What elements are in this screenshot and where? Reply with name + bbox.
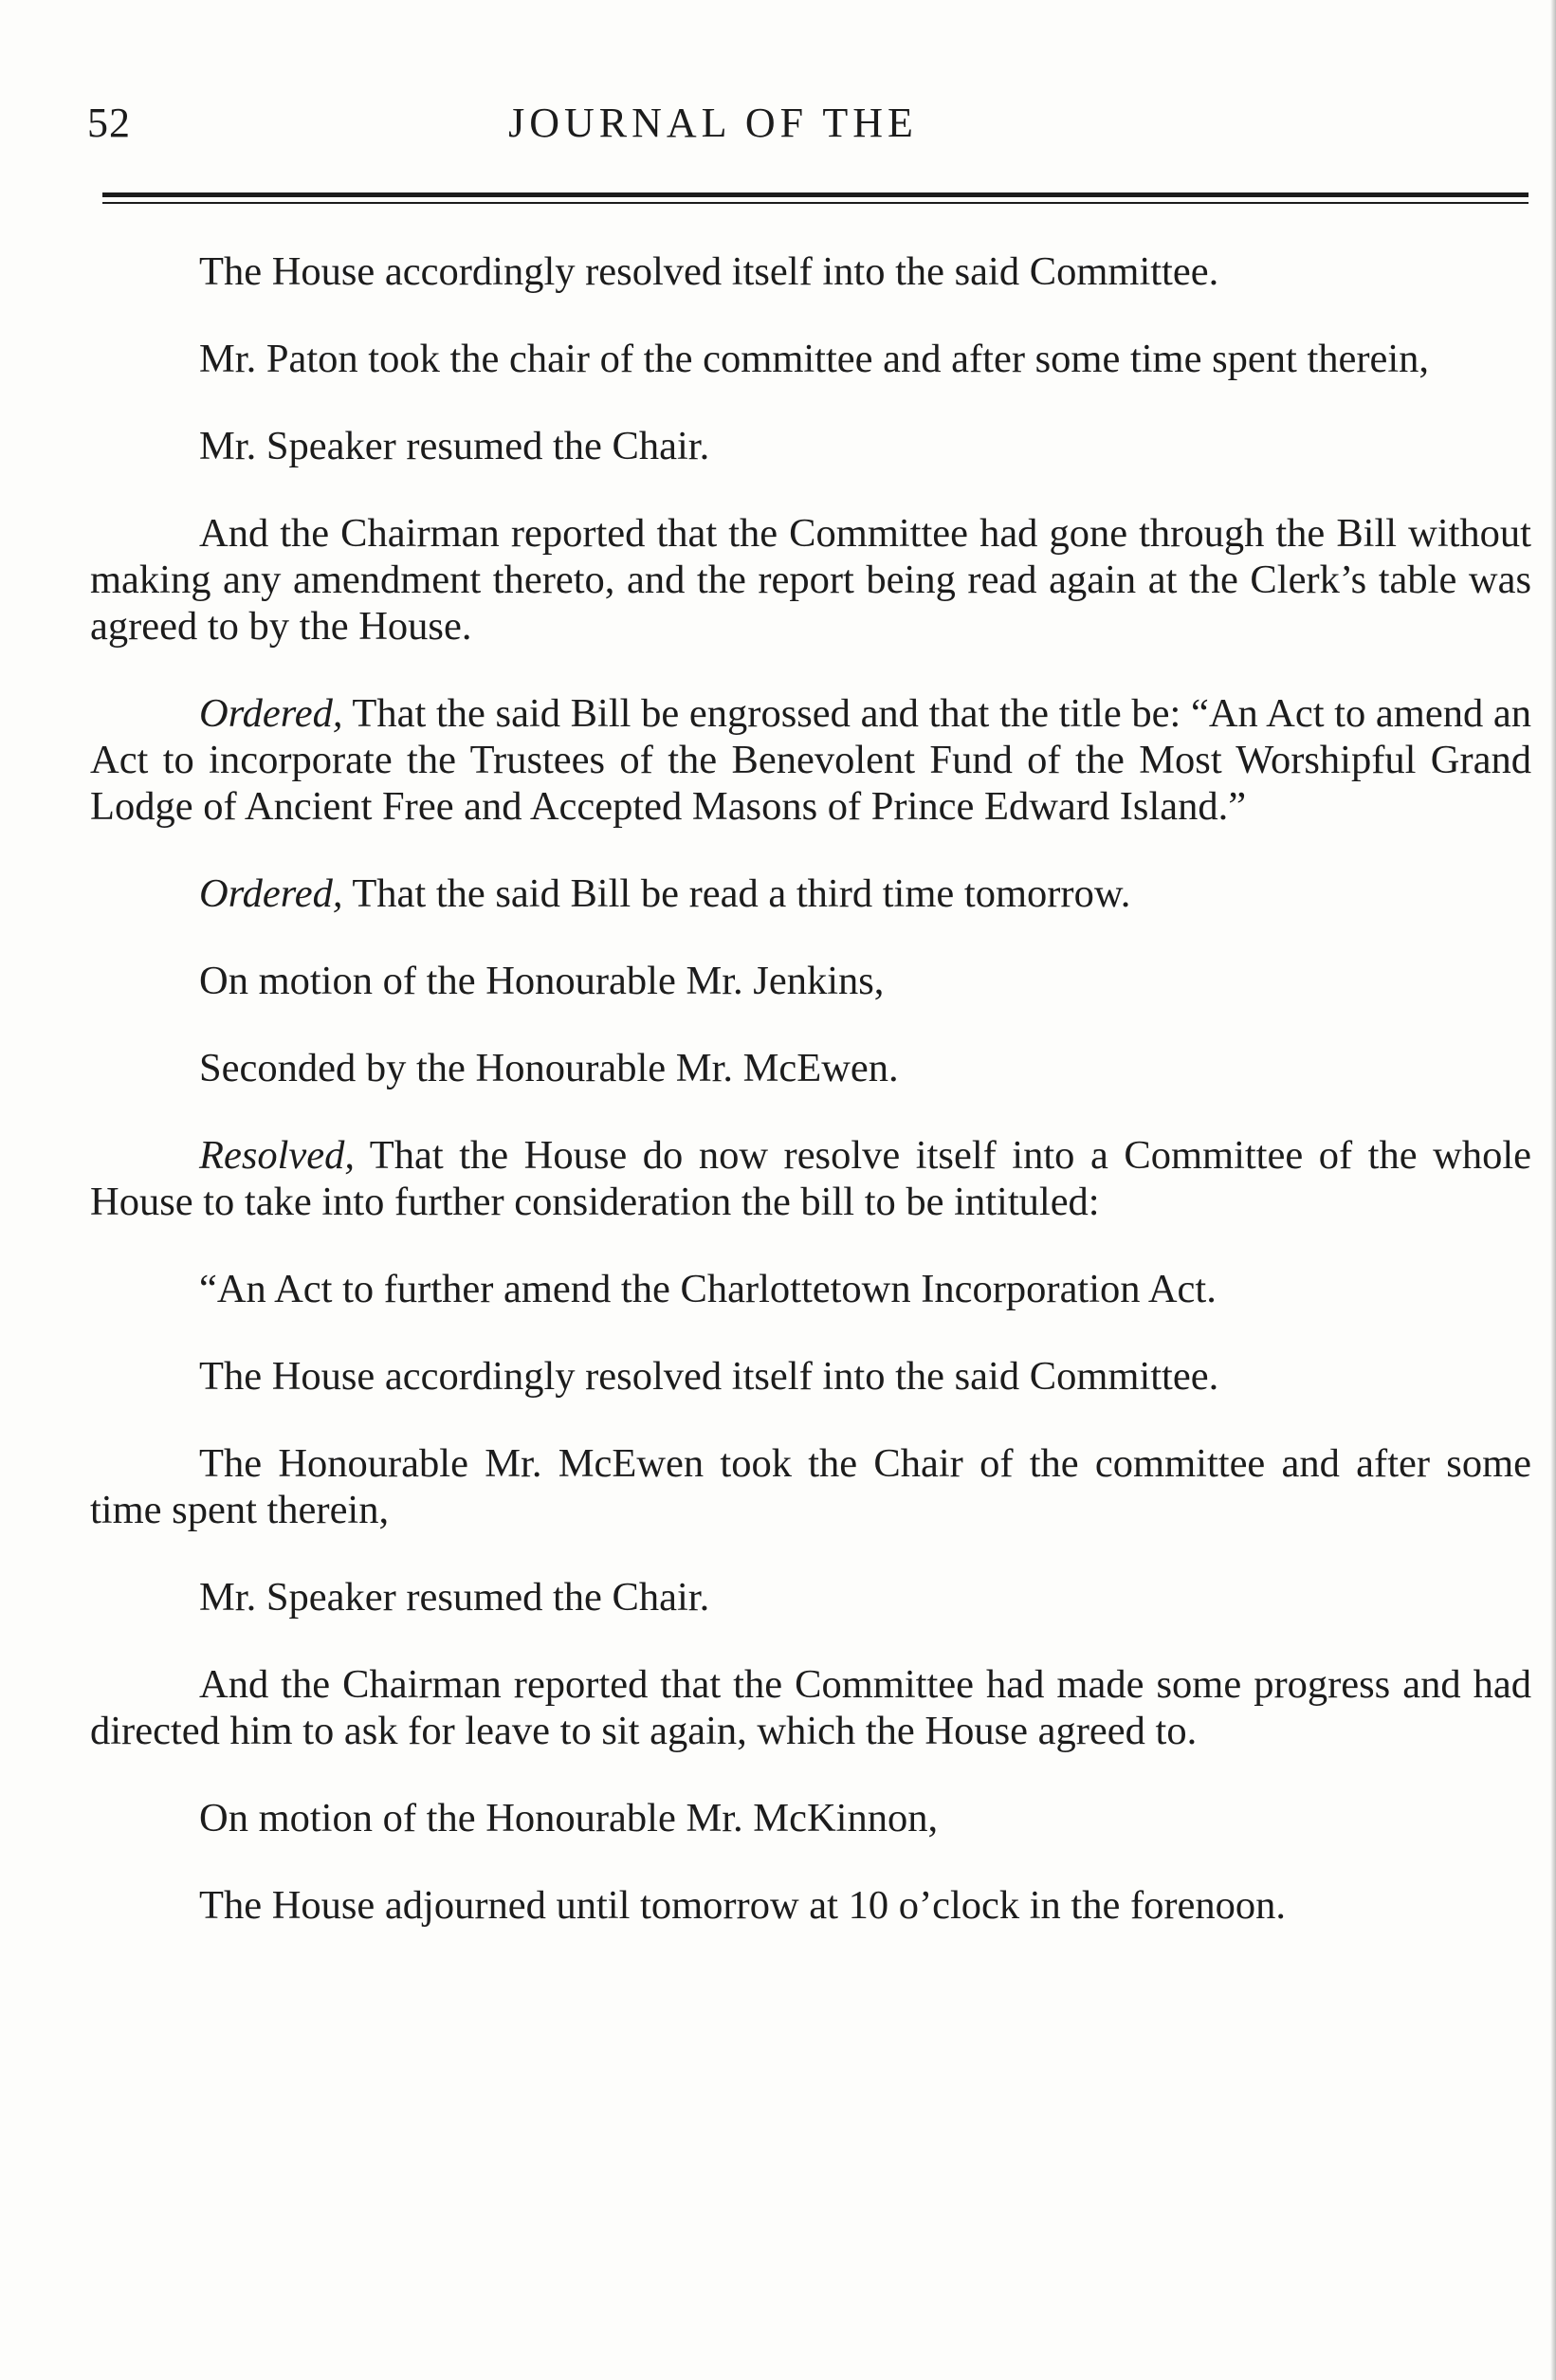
paragraph-lead: Ordered,: [199, 691, 343, 736]
paragraph-text: That the said Bill be engrossed and that the title be: “An Act to amend an Act to incorporate the Trustees of the Benevolent Fund of the Most Worshipful Grand Lodge of Ancient Free and Accepted Masons of Prince Edward Island.”: [90, 691, 1531, 829]
header-rule: [102, 192, 1529, 208]
page-header: [87, 99, 1529, 156]
paragraph-text: That the House do now resolve itself into a Committee of the whole House to take into further consideration the bill to be intituled:: [90, 1133, 1531, 1224]
paragraph-text: The Honourable Mr. McEwen took the Chair of the committee and after some time spent therein,: [90, 1441, 1531, 1532]
paragraph-text: On motion of the Honourable Mr. McKinnon,: [199, 1796, 939, 1840]
paragraph-text: The House adjourned until tomorrow at 10 o’clock in the forenoon.: [199, 1883, 1287, 1928]
paragraph: [90, 1440, 1531, 1533]
paragraph: [90, 690, 1531, 830]
paragraph-text: Mr. Speaker resumed the Chair.: [199, 424, 710, 468]
paragraph: [90, 510, 1531, 650]
paragraph-text: And the Chairman reported that the Committee had gone through the Bill without making any amendment thereto, and the report being read again at the Clerk’s table was agreed to by the House.: [90, 511, 1531, 649]
paragraph: [90, 958, 1531, 1004]
paragraph: [90, 870, 1531, 917]
paragraph-lead: Resolved,: [199, 1133, 356, 1178]
paragraph: [90, 248, 1531, 295]
paragraph-text: The House accordingly resolved itself into the said Committee.: [199, 1354, 1219, 1399]
page-edge-shadow: [1550, 0, 1556, 2380]
running-head: JOURNAL OF THE: [508, 100, 918, 146]
paragraph: [90, 1882, 1531, 1929]
paragraph-lead: Ordered,: [199, 871, 343, 916]
paragraph: [90, 1661, 1531, 1754]
paragraph-text: “An Act to further amend the Charlottetown Incorporation Act.: [199, 1267, 1217, 1311]
header-rule-thin: [102, 202, 1529, 204]
paragraph: [90, 336, 1531, 382]
paragraph-text: The House accordingly resolved itself into the said Committee.: [199, 249, 1219, 294]
paragraph-text: That the said Bill be read a third time tomorrow.: [342, 871, 1131, 916]
paragraph: [90, 1574, 1531, 1620]
page-number: 52: [87, 100, 131, 146]
journal-body: [90, 248, 1531, 1969]
paragraph-text: And the Chairman reported that the Committee had made some progress and had directed him to ask for leave to sit again, which the House agreed to.: [90, 1662, 1531, 1753]
paragraph-text: Seconded by the Honourable Mr. McEwen.: [199, 1046, 899, 1090]
paragraph-text: Mr. Paton took the chair of the committee and after some time spent therein,: [199, 337, 1430, 381]
paragraph: [90, 1132, 1531, 1225]
paragraph: [90, 1266, 1531, 1312]
paragraph: [90, 1795, 1531, 1841]
paragraph: [90, 1045, 1531, 1091]
paragraph-text: Mr. Speaker resumed the Chair.: [199, 1575, 710, 1620]
header-rule-thick: [102, 192, 1529, 197]
paragraph: [90, 423, 1531, 469]
paragraph-text: On motion of the Honourable Mr. Jenkins,: [199, 959, 885, 1003]
paragraph: [90, 1353, 1531, 1400]
